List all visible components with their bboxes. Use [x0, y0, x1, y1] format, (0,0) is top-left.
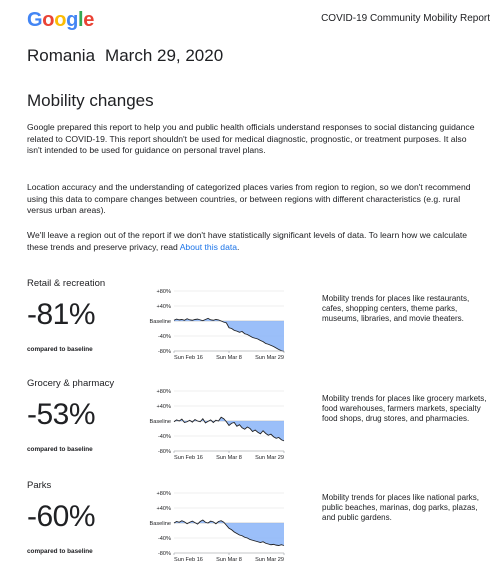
category-name: Retail & recreation	[27, 278, 106, 289]
logo-letter: o	[42, 9, 55, 31]
privacy-end: .	[237, 241, 240, 252]
retail-recreation-chart	[138, 283, 290, 373]
category-retail-recreation	[0, 278, 500, 373]
report-date: March 29, 2020	[105, 46, 224, 65]
category-description: Mobility trends for places like grocery markets, food warehouses, farmers markets, specialty food shops, drug stores, and pharmacies.	[322, 394, 487, 424]
category-baseline-label: compared to baseline	[27, 548, 93, 555]
logo-letter: l	[78, 9, 84, 31]
category-grocery-pharmacy	[0, 378, 500, 473]
location-line	[27, 46, 223, 66]
y-tick-label: -40%	[157, 434, 171, 440]
country-name: Romania	[27, 46, 96, 65]
y-tick-label: Baseline	[149, 521, 171, 527]
y-tick-label: +40%	[156, 404, 171, 410]
logo-letter: o	[54, 9, 67, 31]
category-percent: -60%	[27, 500, 96, 533]
y-tick-label: Baseline	[149, 419, 171, 425]
y-tick-label: -40%	[157, 536, 171, 542]
x-tick-label: Sun Mar 8	[216, 455, 242, 461]
category-percent: -53%	[27, 398, 96, 431]
y-tick-label: -80%	[157, 349, 171, 355]
series-area	[174, 318, 284, 351]
x-tick-label: Sun Mar 29	[255, 355, 284, 361]
series-area	[174, 520, 284, 546]
intro-paragraph: Google prepared this report to help you and public health officials understand responses to social distancing guidance related to COVID-19. This report shouldn't be used for medical diagnostic, prognostic, or treatment purposes. It also isn't intended to be used for guidance on personal travel plans.	[27, 122, 475, 156]
y-tick-label: -40%	[157, 334, 171, 340]
y-tick-label: +80%	[156, 491, 171, 497]
x-tick-label: Sun Mar 29	[255, 557, 284, 563]
category-name: Grocery & pharmacy	[27, 378, 115, 389]
y-tick-label: +40%	[156, 506, 171, 512]
logo-letter: g	[66, 9, 79, 31]
category-baseline-label: compared to baseline	[27, 446, 93, 453]
x-tick-label: Sun Feb 16	[174, 455, 203, 461]
privacy-paragraph	[27, 230, 482, 253]
category-percent: -81%	[27, 298, 96, 331]
y-tick-label: -80%	[157, 449, 171, 455]
category-parks	[0, 480, 500, 575]
category-description: Mobility trends for places like restaurants, cafes, shopping centers, theme parks, museums, libraries, and movie theaters.	[322, 294, 470, 324]
accuracy-paragraph: Location accuracy and the understanding of categorized places varies from region to region, so we don't recommend using this data to compare changes between countries, or between regions with different characteristics (e.g. rural versus urban areas).	[27, 182, 471, 216]
category-baseline-label: compared to baseline	[27, 346, 93, 353]
x-tick-label: Sun Feb 16	[174, 355, 203, 361]
section-title: Mobility changes	[27, 91, 154, 110]
about-this-data-link[interactable]: About this data	[179, 241, 238, 252]
google-logo	[27, 9, 94, 32]
y-tick-label: +80%	[156, 389, 171, 395]
category-description: Mobility trends for places like national parks, public beaches, marinas, dog parks, plazas, and public gardens.	[322, 493, 479, 523]
privacy-text: We'll leave a region out of the report if we don't have statistically significant levels of data. To learn how we calculate these trends and preserve privacy, read	[27, 230, 468, 252]
x-tick-label: Sun Mar 8	[216, 557, 242, 563]
parks-chart	[138, 485, 290, 575]
category-name: Parks	[27, 480, 52, 491]
logo-letter: e	[83, 9, 95, 31]
y-tick-label: +80%	[156, 289, 171, 295]
x-tick-label: Sun Feb 16	[174, 557, 203, 563]
logo-letter: G	[27, 9, 43, 31]
grocery-pharmacy-chart	[138, 383, 290, 473]
y-tick-label: -80%	[157, 551, 171, 557]
x-tick-label: Sun Mar 8	[216, 355, 242, 361]
y-tick-label: +40%	[156, 304, 171, 310]
y-tick-label: Baseline	[149, 319, 171, 325]
x-tick-label: Sun Mar 29	[255, 455, 284, 461]
report-title: COVID-19 Community Mobility Report	[321, 13, 490, 24]
